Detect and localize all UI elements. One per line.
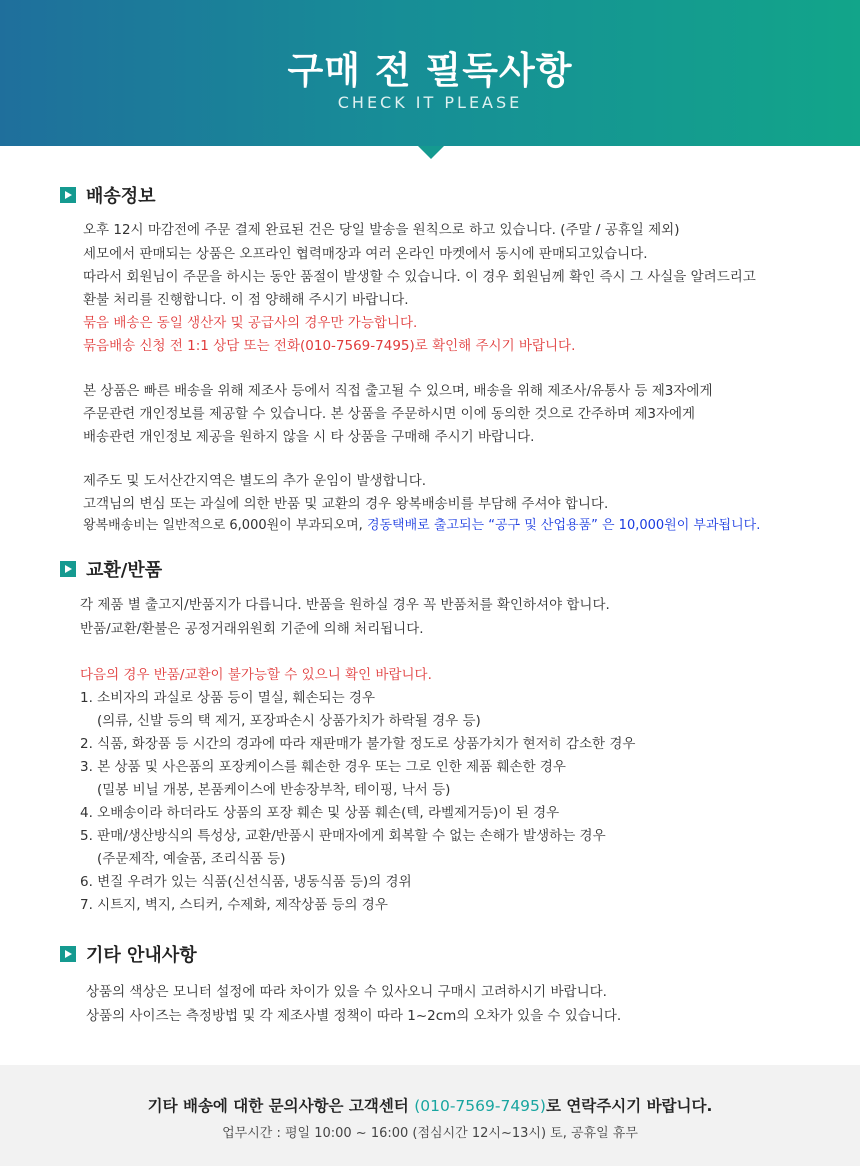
list-item-note: (주문제작, 예술품, 조리식품 등): [97, 851, 286, 867]
footer-contact: [0, 1065, 860, 1166]
text-line: 오후 12시 마감전에 주문 결제 완료된 건은 당일 발송을 원칙으로 하고 있습니다. (주말 / 공휴일 제외): [83, 222, 680, 238]
notice-blue: 경동택배로 출고되는 “공구 및 산업용품” 은 10,000원이 부과됩니다.: [366, 518, 761, 533]
list-item-note: (밀봉 비닐 개봉, 본품케이스에 반송장부착, 테이핑, 낙서 등): [97, 782, 451, 798]
footer-text: 로 연락주시기 바랍니다.: [545, 1097, 713, 1115]
text-line: 환불 처리를 진행합니다. 이 점 양해해 주시기 바랍니다.: [83, 292, 409, 308]
list-item: 6. 변질 우려가 있는 식품(신선식품, 냉동식품 등)의 경위: [80, 874, 412, 890]
play-square-icon: [60, 561, 76, 577]
list-item: 4. 오배송이라 하더라도 상품의 포장 훼손 및 상품 훼손(텍, 라벨제거등)이 된 경우: [80, 805, 560, 821]
list-item: 5. 판매/생산방식의 특성상, 교환/반품시 판매자에게 회복할 수 없는 손해가 발생하는 경우: [80, 828, 606, 844]
text-line: 상품의 사이즈는 측정방법 및 각 제조사별 정책이 따라 1~2cm의 오차가 있을 수 있습니다.: [86, 1008, 622, 1024]
text-line: 따라서 회원님이 주문을 하시는 동안 품절이 발생할 수 있습니다. 이 경우 회원님께 확인 즉시 그 사실을 알려드리고: [83, 269, 756, 285]
section-heading-exchange: [60, 558, 162, 580]
phone-number: (010-7569-7495): [414, 1097, 546, 1115]
text-fragment: 왕복배송비는 일반적으로 6,000원이 부과되오며,: [83, 518, 367, 533]
notice-red: 묶음 배송은 동일 생산자 및 공급사의 경우만 가능합니다.: [83, 315, 418, 331]
list-item: 1. 소비자의 과실로 상품 등이 멸실, 훼손되는 경우: [80, 690, 375, 706]
page-subtitle: CHECK IT PLEASE: [337, 93, 523, 112]
header-banner: [0, 0, 860, 146]
section-title: 배송정보: [86, 186, 156, 207]
play-square-icon: [60, 187, 76, 203]
header-notch-icon: [418, 146, 444, 159]
text-line: 고객님의 변심 또는 과실에 의한 반품 및 교환의 경우 왕복배송비를 부담해 주셔야 합니다.: [83, 496, 609, 512]
section-title: 기타 안내사항: [86, 945, 197, 966]
text-line: 본 상품은 빠른 배송을 위해 제조사 등에서 직접 출고될 수 있으며, 배송을 위해 제조사/유통사 등 제3자에게: [83, 383, 713, 399]
text-line: 각 제품 별 출고지/반품지가 다릅니다. 반품을 원하실 경우 꼭 반품처를 확인하셔야 합니다.: [80, 597, 610, 613]
page-title: 구매 전 필독사항: [287, 49, 573, 92]
text-line: 세모에서 판매되는 상품은 오프라인 협력매장과 여러 온라인 마켓에서 동시에 판매되고있습니다.: [83, 246, 648, 262]
text-line: 제주도 및 도서산간지역은 별도의 추가 운임이 발생합니다.: [83, 473, 427, 489]
section-heading-shipping: [60, 184, 156, 206]
notice-red: 묶음배송 신청 전 1:1 상담 또는 전화(010-7569-7495)로 확인해 주시기 바랍니다.: [83, 338, 576, 354]
section-heading-etc: [60, 943, 197, 965]
list-item-note: (의류, 신발 등의 택 제거, 포장파손시 상품가치가 하락될 경우 등): [97, 713, 481, 729]
section-title: 교환/반품: [86, 560, 163, 581]
business-hours: 업무시간 : 평일 10:00 ~ 16:00 (점심시간 12시~13시) 토, 공휴일 휴무: [222, 1126, 638, 1141]
text-line: 상품의 색상은 모니터 설정에 따라 차이가 있을 수 있사오니 구매시 고려하시기 바랍니다.: [86, 984, 607, 1000]
list-item: 3. 본 상품 및 사은품의 포장케이스를 훼손한 경우 또는 그로 인한 제품 훼손한 경우: [80, 759, 566, 775]
text-line: 반품/교환/환불은 공정거래위원회 기준에 의해 처리됩니다.: [80, 621, 424, 637]
list-item: 2. 식품, 화장품 등 시간의 경과에 따라 재판매가 불가할 정도로 상품가치가 현저히 감소한 경우: [80, 736, 636, 752]
play-square-icon: [60, 946, 76, 962]
footer-text: 기타 배송에 대한 문의사항은 고객센터: [147, 1097, 415, 1115]
text-line-mixed: [83, 516, 760, 536]
text-line: 주문관련 개인정보를 제공할 수 있습니다. 본 상품을 주문하시면 이에 동의한 것으로 간주하며 제3자에게: [83, 406, 696, 422]
list-item: 7. 시트지, 벽지, 스티커, 수제화, 제작상품 등의 경우: [80, 897, 388, 913]
notice-red: 다음의 경우 반품/교환이 불가능할 수 있으니 확인 바랍니다.: [80, 667, 432, 683]
text-line: 배송관련 개인정보 제공을 원하지 않을 시 타 상품을 구매해 주시기 바랍니다.: [83, 429, 535, 445]
footer-contact-line: [0, 1094, 860, 1116]
